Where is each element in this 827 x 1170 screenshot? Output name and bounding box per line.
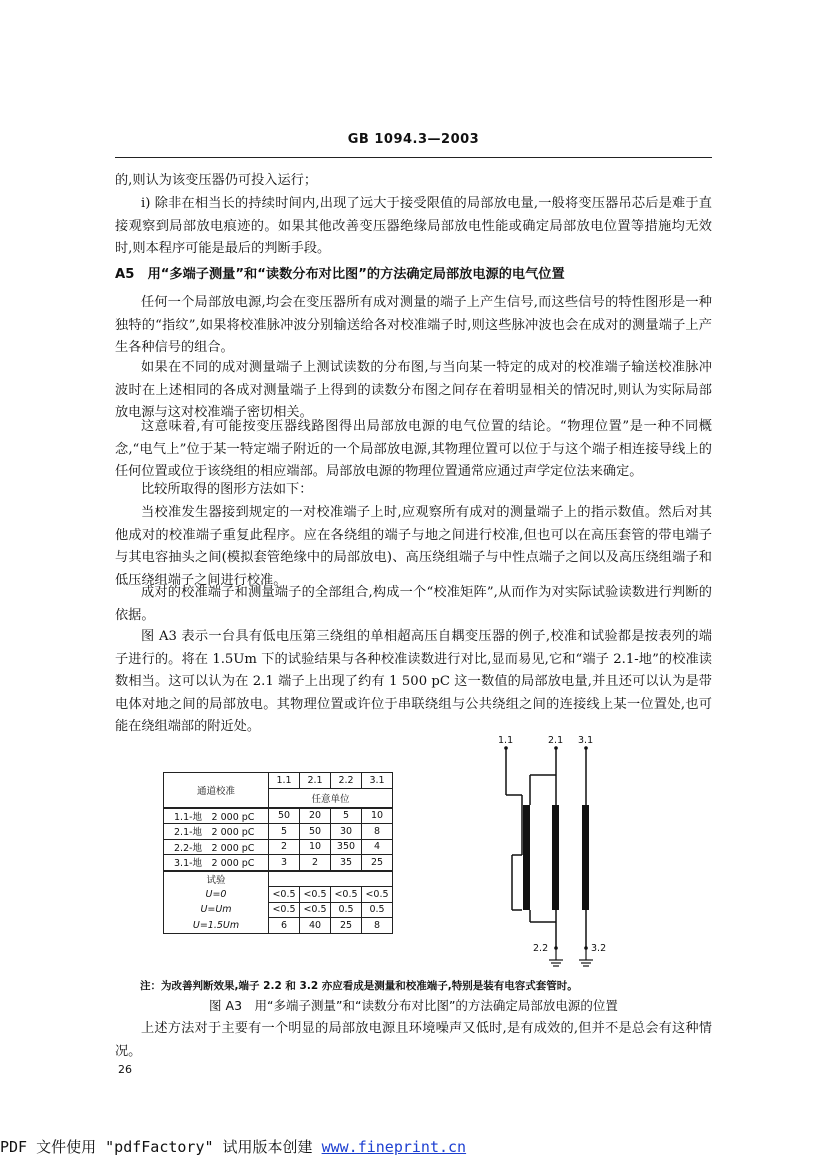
winding-coils: [523, 805, 589, 910]
table-cell: 2: [269, 839, 300, 855]
paragraph-4: 如果在不同的成对测量端子上测试读数的分布图,与当向某一特定的成对的校准端子输送校准脉冲波时在上述相同的各成对测量端子上得到的读数分布图之间存在着明显相关的情况时,则认为实际局部放电源与这对校准端子密切相关。: [115, 360, 712, 420]
row-label: 2.2-地 2 000 pC: [164, 839, 269, 855]
table-cell: 8: [362, 918, 393, 934]
calibration-table: [163, 772, 393, 934]
section-heading-a5: A5 用“多端子测量”和“读数分布对比图”的方法确定局部放电源的电气位置: [115, 267, 565, 282]
table-cell: <0.5: [300, 887, 331, 903]
winding-diagram: [490, 730, 620, 975]
table-corner-label: 通道校准: [164, 773, 269, 808]
series-winding: [523, 805, 530, 910]
paragraph-7: 当校准发生器接到规定的一对校准端子上时,应观察所有成对的测量端子上的指示数值。然后对其他成对的校准端子重复此程序。应在各绕组的端子与地之间进行校准,但也可以在高压套管的带电端子与其电容抽头之间(模拟套管绝缘中的局部放电)、高压绕组端子与中性点端子之间以及高压绕组端子和低压绕组端子之间进行校准。: [115, 505, 712, 588]
table-cell: 40: [300, 918, 331, 934]
table-cell: 350: [331, 839, 362, 855]
footer-text: PDF 文件使用 "pdfFactory" 试用版本创建: [0, 1138, 322, 1156]
figure-caption: 图 A3 用“多端子测量”和“读数分布对比图”的方法确定局部放电源的位置: [209, 998, 618, 1013]
row-label: U=Um: [164, 902, 269, 918]
table-cell: 6: [269, 918, 300, 934]
table-row: [164, 902, 393, 918]
table-cell: 50: [269, 808, 300, 824]
table-cell: <0.5: [269, 887, 300, 903]
row-label: 3.1-地 2 000 pC: [164, 855, 269, 871]
table-row: [164, 871, 393, 887]
table-cell: 0.5: [331, 902, 362, 918]
table-cell: <0.5: [269, 902, 300, 918]
wiring: [506, 748, 586, 948]
row-label: 2.1-地 2 000 pC: [164, 824, 269, 840]
table-row: [164, 918, 393, 934]
figure-note: 注：为改善判断效果,端子 2.2 和 3.2 亦应看成是测量和校准端子,特别是装有电容式套管时。: [140, 980, 578, 992]
table-cell: 25: [362, 855, 393, 871]
table-cell: 4: [362, 839, 393, 855]
table-cell: 5: [331, 808, 362, 824]
common-winding: [552, 805, 559, 910]
table-row: [164, 839, 393, 855]
table-row: [164, 824, 393, 840]
table-cell: 50: [300, 824, 331, 840]
terminal-label-3-1: 3.1: [578, 735, 594, 746]
table-header-row: [164, 773, 393, 789]
table-row: [164, 808, 393, 824]
table-cell: 20: [300, 808, 331, 824]
table-cell: 10: [300, 839, 331, 855]
page-header: GB 1094.3—2003: [347, 132, 480, 147]
footer-link[interactable]: www.fineprint.cn: [321, 1138, 467, 1156]
terminal-label-3-2: 3.2: [591, 943, 607, 954]
table-cell-empty: [269, 871, 393, 887]
ground-icon: [549, 948, 593, 966]
test-label: 试验: [164, 871, 269, 887]
table-cell: 0.5: [362, 902, 393, 918]
row-label: U=0: [164, 887, 269, 903]
table-cell: 35: [331, 855, 362, 871]
paragraph-6: 比较所取得的图形方法如下：: [141, 482, 313, 497]
paragraph-9: 图 A3 表示一台具有低电压第三绕组的单相超高压自耦变压器的例子,校准和试验都是按表列的端子进行的。将在 1.5Um 下的试验结果与各种校准读数进行对比,显而易见,它和“端子 2.1-地”的校准读数相当。这可以认为在 2.1 端子上出现了约有 1 500 pC 这一数值的局部放电量,并且还可以认为是带电体对地之间的局部放电。其物理位置或许位于串联绕组与公共绕组之间的连接线上某一位置处,也可能在绕组端部的附近处。: [115, 629, 712, 734]
table-cell: <0.5: [362, 887, 393, 903]
table-cell: <0.5: [300, 902, 331, 918]
paragraph-5: 这意味着,有可能按变压器线路图得出局部放电源的电气位置的结论。“物理位置”是一种不同概念,“电气上”位于某一特定端子附近的一个局部放电源,其物理位置可以位于与这个端子相连接导线上的任何位置或位于该绕组的相应端部。局部放电源的物理位置通常应通过声学定位法来确定。: [115, 419, 712, 479]
terminal-label-1-1: 1.1: [498, 735, 514, 746]
table-cell: 30: [331, 824, 362, 840]
column-header: 3.1: [362, 773, 393, 789]
row-label: 1.1-地 2 000 pC: [164, 808, 269, 824]
table-row: [164, 887, 393, 903]
column-header: 1.1: [269, 773, 300, 789]
table-cell: 10: [362, 808, 393, 824]
unit-label: 任意单位: [269, 788, 393, 808]
table-cell: <0.5: [331, 887, 362, 903]
paragraph-10: 上述方法对于主要有一个明显的局部放电源且环境噪声又低时,是有成效的,但并不是总会有这种情况。: [115, 1021, 712, 1059]
table-cell: 2: [300, 855, 331, 871]
table-cell: 3: [269, 855, 300, 871]
paragraph-3: 任何一个局部放电源,均会在变压器所有成对测量的端子上产生信号,而这些信号的特性图形是一种独特的“指纹”,如果将校准脉冲波分别输送给各对校准端子时,则这些脉冲波也会在成对的测量端子上产生各种信号的组合。: [115, 295, 712, 355]
header-rule: [115, 157, 712, 158]
table-cell: 8: [362, 824, 393, 840]
terminal-label-2-1: 2.1: [548, 735, 564, 746]
pdf-footer: [0, 1136, 466, 1157]
table-row: [164, 855, 393, 871]
row-label: U=1.5Um: [164, 918, 269, 934]
column-header: 2.2: [331, 773, 362, 789]
table-cell: 25: [331, 918, 362, 934]
paragraph-1: 的,则认为该变压器仍可投入运行；: [115, 173, 318, 188]
paragraph-2: i) 除非在相当长的持续时间内,出现了远大于接受限值的局部放电量,一般将变压器吊芯后是难于直接观察到局部放电痕迹的。如果其他改善变压器绝缘局部放电性能或确定局部放电位置等措施均无效时,则本程序可能是最后的判断手段。: [115, 196, 712, 256]
table-cell: 5: [269, 824, 300, 840]
column-header: 2.1: [300, 773, 331, 789]
terminal-label-2-2: 2.2: [533, 943, 549, 954]
page-number: 26: [118, 1063, 132, 1076]
terminal-dots: [504, 746, 588, 950]
tertiary-winding: [582, 805, 589, 910]
paragraph-8: 成对的校准端子和测量端子的全部组合,构成一个“校准矩阵”,从而作为对实际试验读数进行判断的依据。: [115, 585, 712, 623]
